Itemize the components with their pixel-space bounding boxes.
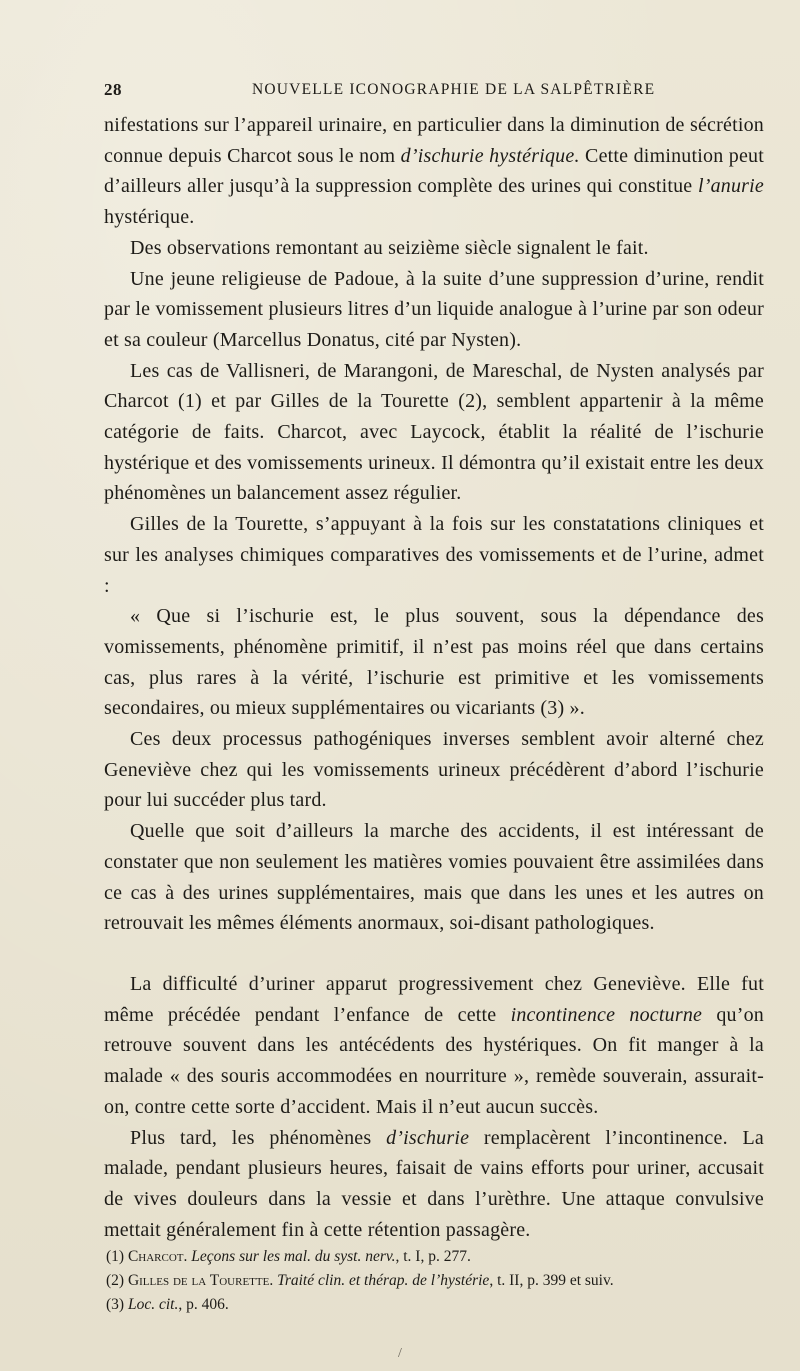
emphasis: incontinence nocturne bbox=[510, 1003, 703, 1026]
emphasis: d’ischurie bbox=[386, 1126, 470, 1149]
paragraph: Ces deux processus pathogéniques inverses semblent avoir alterné chez Geneviève chez qui les vomissements urineux précédèrent d’abord l’ischurie pour lui succéder plus tard. bbox=[104, 728, 764, 812]
paragraph: Une jeune religieuse de Padoue, à la suite d’une suppression d’urine, rendit par le vomissement plusieurs litres d’un liquide analogue à l’urine par son odeur et sa couleur (Marcellus Donatus, cité par Nysten). bbox=[104, 267, 764, 351]
footnote-author: Gilles de la Tourette. bbox=[127, 1272, 274, 1289]
footnote: (2) Gilles de la Tourette. Traité clin. et thérap. de l’hystérie, t. II, p. 399 et suiv. bbox=[106, 1272, 614, 1289]
paragraph: Gilles de la Tourette, s’appuyant à la fois sur les constatations cliniques et sur les analyses chimiques comparatives des vomissements et de l’urine, admet : bbox=[104, 513, 764, 597]
footnote: (3) Loc. cit., p. 406. bbox=[106, 1296, 229, 1313]
emphasis: l’anurie bbox=[697, 175, 764, 198]
paragraph: Plus tard, les phénomènes d’ischurie remplacèrent l’incontinence. La malade, pendant plusieurs heures, faisait de vains efforts pour uriner, accusait de vives douleurs dans la vessie et dans l’urèthre. Une attaque convulsive mettait généralement fin à cette rétention passagère. bbox=[104, 1126, 764, 1241]
footnote-title: Leçons sur les mal. du syst. nerv. bbox=[191, 1248, 396, 1265]
paragraph: Les cas de Vallisneri, de Marangoni, de Mareschal, de Nysten analysés par Charcot (1) et par Gilles de la Tourette (2), semblent appartenir à la même catégorie de faits. Charcot, avec Laycock, établit la réalité de l’ischurie hystérique et des vomissements urineux. Il démontra qu’il existait entre les deux phénomènes un balancement assez régulier. bbox=[104, 359, 764, 505]
footnotes bbox=[106, 1245, 766, 1317]
page-number: 28 bbox=[104, 80, 122, 99]
quotation-paragraph: « Que si l’ischurie est, le plus souvent, sous la dépendance des vomissements, phénomène primitif, il n’est pas moins réel que dans certains cas, plus rares à la vérité, l’ischurie est primitive et les vomissements secondaires, ou mieux supplémentaires ou vicariants (3) ». bbox=[104, 605, 764, 720]
emphasis: d’ischurie hystérique. bbox=[400, 144, 580, 167]
page-header bbox=[104, 80, 704, 104]
paragraph: Quelle que soit d’ailleurs la marche des accidents, il est intéressant de constater que non seulement les matières vomies pouvaient être assimilées dans ce cas à des urines supplémentaires, mais que dans les unes et les autres on retrouvait les mêmes éléments anormaux, soi-disant pathologiques. bbox=[104, 820, 764, 935]
paragraph: nifestations sur l’appareil urinaire, en particulier dans la diminution de sécrétion connue depuis Charcot sous le nom d’ischurie hystérique. Cette diminution peut d’ailleurs aller jusqu’à la suppression complète des urines qui constitue l’anurie hystérique. bbox=[104, 114, 764, 229]
paragraph: Des observations remontant au seizième siècle signalent le fait. bbox=[130, 236, 649, 259]
stray-mark: / bbox=[398, 1346, 402, 1361]
footnote-author: Charcot. bbox=[127, 1248, 188, 1265]
footnote-title: Traité clin. et thérap. de l’hystérie bbox=[277, 1272, 490, 1289]
footnote-title: Loc. cit. bbox=[127, 1296, 179, 1313]
paragraph: La difficulté d’uriner apparut progressivement chez Geneviève. Elle fut même précédée pendant l’enfance de cette incontinence nocturne qu’on retrouve souvent dans les antécédents des hystériques. On fit manger à la malade « des souris accommodées en nourriture », remède souverain, assurait-on, contre cette sorte d’accident. Mais il n’eut aucun succès. bbox=[104, 972, 764, 1118]
running-title: NOUVELLE ICONOGRAPHIE DE LA SALPÊTRIÈRE bbox=[252, 81, 656, 98]
body-text bbox=[104, 110, 764, 1245]
footnote: (1) Charcot. Leçons sur les mal. du syst. nerv., t. I, p. 277. bbox=[106, 1248, 471, 1265]
